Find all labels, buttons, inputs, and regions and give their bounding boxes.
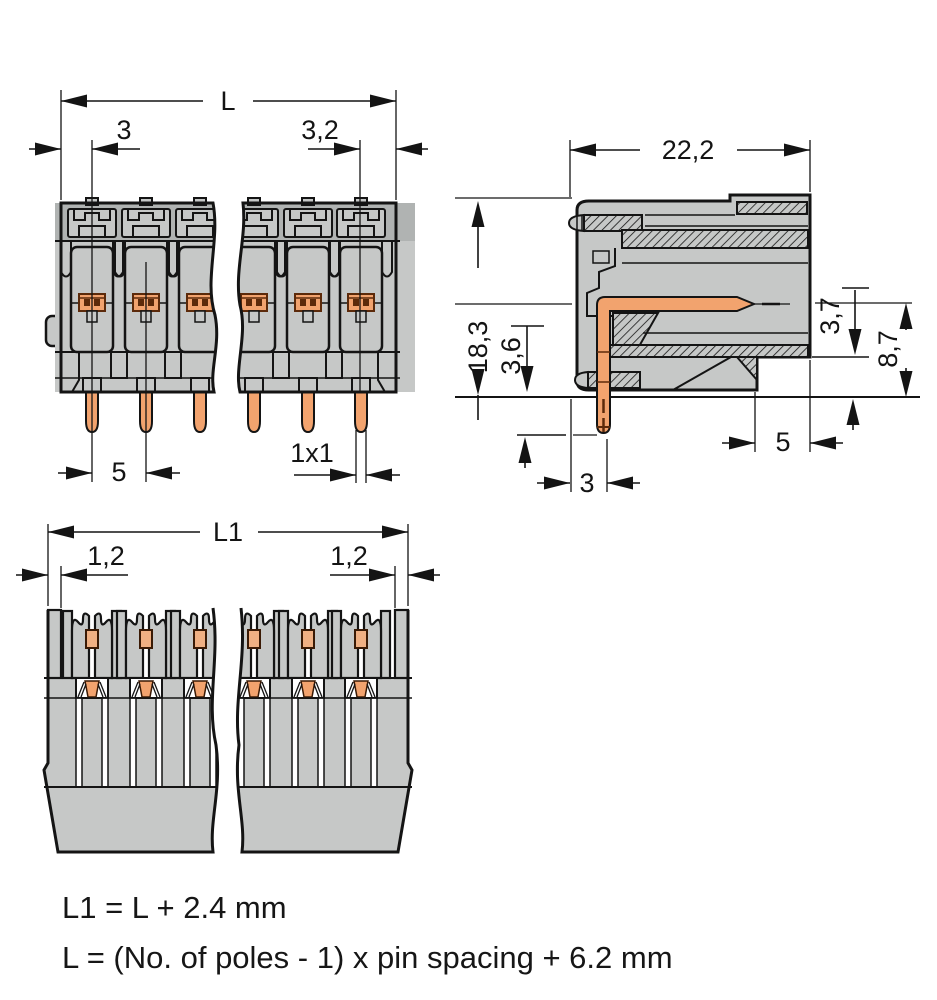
dim-label-3-7: 3,7 [815, 297, 845, 335]
front-left-half [55, 198, 231, 392]
dim-label-L1: L1 [212, 517, 244, 547]
dim-label-3-6: 3,6 [496, 337, 526, 375]
dim-label-5: 5 [111, 457, 127, 487]
foot-hatch [588, 372, 640, 388]
hatch-middle [622, 230, 808, 248]
pin [299, 378, 317, 432]
dim-label-1-2-right: 1,2 [330, 541, 368, 571]
hatch-top [737, 202, 807, 214]
formula-line-1: L1 = L + 2.4 mm [62, 890, 287, 925]
dim-label-22-2: 22,2 [661, 135, 715, 165]
dim-label-1-2-left: 1,2 [87, 541, 125, 571]
dim-label-3-2: 3,2 [301, 115, 339, 145]
pin [352, 378, 370, 432]
front-right-half [223, 198, 415, 392]
formula-line-2: L = (No. of poles - 1) x pin spacing + 6.2 mm [62, 940, 673, 975]
pin [245, 378, 263, 432]
dim-label-18-3: 18,3 [463, 320, 493, 374]
dim-label-L: L [220, 86, 236, 116]
dim-label-8-7: 8,7 [873, 330, 903, 368]
pin [191, 378, 209, 432]
dim-label-1x1: 1x1 [290, 438, 334, 468]
latch-hatch [584, 215, 642, 231]
dim-label-5-side: 5 [775, 427, 791, 457]
top-right-half [225, 596, 416, 852]
dim-label-3-side: 3 [579, 468, 595, 498]
hatch-bottom [600, 345, 808, 357]
foot-nub [575, 372, 588, 388]
dim-label-3: 3 [116, 115, 132, 145]
top-left-half [40, 596, 229, 852]
